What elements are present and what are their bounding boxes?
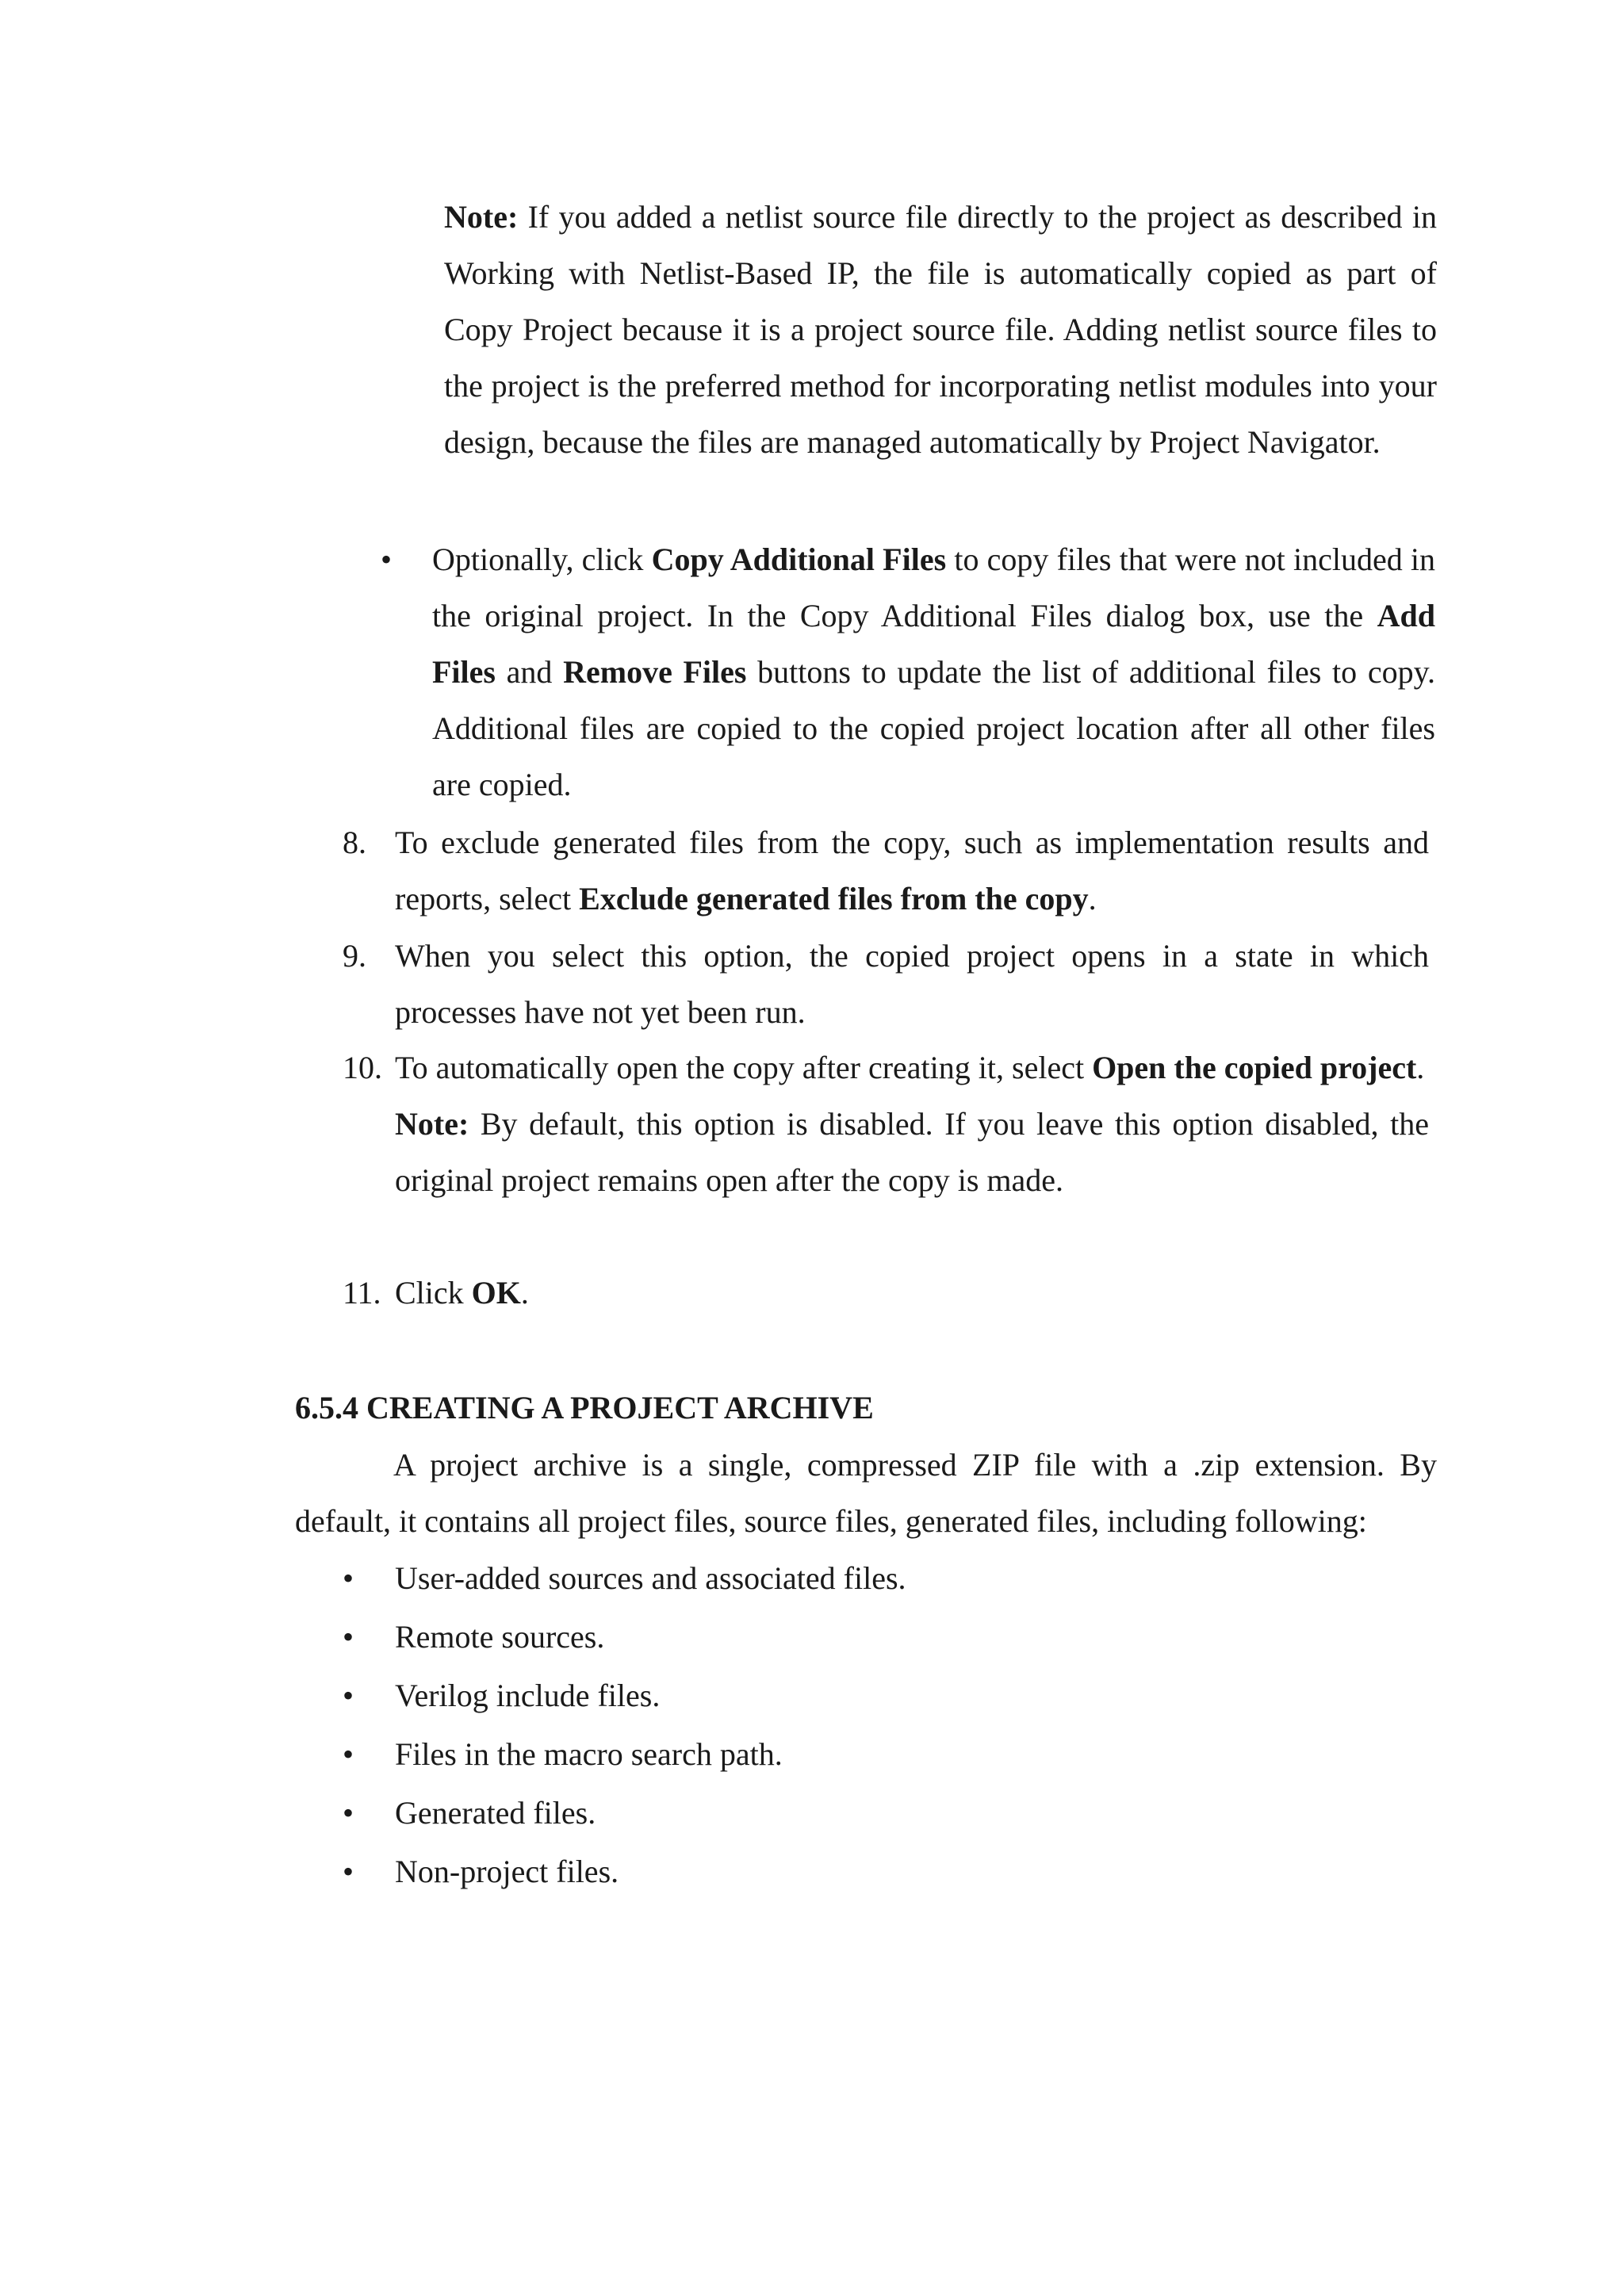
text-run: . <box>1416 1050 1425 1085</box>
step-text <box>395 814 1429 927</box>
note-paragraph <box>444 189 1437 470</box>
text-run: To automatically open the copy after creating it, select <box>395 1050 1093 1085</box>
step-note <box>395 1096 1429 1208</box>
step-11 <box>343 1265 1429 1321</box>
bold-copy-additional-files: Copy Additional Files <box>651 541 947 577</box>
bullet-icon: • <box>343 1795 354 1831</box>
text-run: and <box>495 654 564 690</box>
bullet-icon: • <box>343 1560 354 1596</box>
step-9 <box>343 928 1429 1040</box>
bold-open-copied-project: Open the copied project <box>1092 1050 1417 1085</box>
section-intro: A project archive is a single, compressed ZIP file with a .zip extension. By default, it contains all project files, source files, generated files, including following: <box>295 1447 1437 1539</box>
list-item <box>343 1726 906 1785</box>
bullet-icon: • <box>343 1678 354 1713</box>
step-text <box>395 1039 1429 1096</box>
bullet-icon: • <box>343 1854 354 1889</box>
step-text: When you select this option, the copied project opens in a state in which processes have not yet been run. <box>395 938 1429 1030</box>
bold-ok: OK <box>471 1275 521 1311</box>
text-run: Optionally, click <box>432 541 652 577</box>
list-item-text: Files in the macro search path. <box>395 1736 783 1772</box>
list-item <box>343 1785 906 1843</box>
step-text <box>395 1265 1429 1321</box>
text-run: buttons to update the list of additional files to copy. Additional files are copied to the copied project location after all other files are copied. <box>432 654 1435 802</box>
bold-exclude-generated-files: Exclude generated files from the copy <box>579 881 1089 916</box>
list-item <box>343 1667 906 1726</box>
note-label: Note: <box>444 199 519 235</box>
note-text: If you added a netlist source file directly to the project as described in Working with Netlist-Based IP, the file is automatically copied as part of Copy Project because it is a project source file. Adding netlist source files to the project is the preferred method for incorporating netlist modules into your design, because the files are managed automatically by Project Navigator. <box>444 199 1437 460</box>
text-run: Click <box>395 1275 472 1311</box>
list-item <box>343 1609 906 1667</box>
list-item-text: User-added sources and associated files. <box>395 1560 906 1596</box>
step-number: 11. <box>343 1275 381 1311</box>
step-8 <box>343 814 1429 927</box>
list-item-text: Non-project files. <box>395 1854 619 1889</box>
text-run: to copy files that were not included in the original project. In the Copy Additional Files dialog box, use the <box>432 541 1435 633</box>
step-number: 9. <box>343 938 366 974</box>
text-run: To exclude generated files from the copy, such as implementation results and reports, select <box>395 825 1429 916</box>
bullet-icon: • <box>343 1619 354 1655</box>
step-10 <box>343 1039 1429 1208</box>
bold-add-files: Add Files <box>432 598 1435 690</box>
optional-copy-bullet <box>381 531 1435 813</box>
list-item-text: Remote sources. <box>395 1619 605 1655</box>
note-label: Note: <box>395 1106 469 1142</box>
bullet-icon: • <box>343 1736 354 1772</box>
bold-remove-files: Remove Files <box>563 654 747 690</box>
step-number: 10. <box>343 1050 382 1085</box>
archive-contents-list <box>343 1550 906 1902</box>
step-number: 8. <box>343 825 366 860</box>
text-run: . <box>520 1275 529 1311</box>
list-item <box>343 1843 906 1902</box>
bullet-text <box>432 531 1435 813</box>
list-item-text: Verilog include files. <box>395 1678 661 1713</box>
list-item-text: Generated files. <box>395 1795 596 1831</box>
section-heading: 6.5.4 CREATING A PROJECT ARCHIVE <box>295 1390 874 1425</box>
bullet-icon: • <box>381 541 393 577</box>
text-run: . <box>1088 881 1097 916</box>
note-text: By default, this option is disabled. If you leave this option disabled, the original project remains open after the copy is made. <box>395 1106 1429 1198</box>
list-item <box>343 1550 906 1609</box>
